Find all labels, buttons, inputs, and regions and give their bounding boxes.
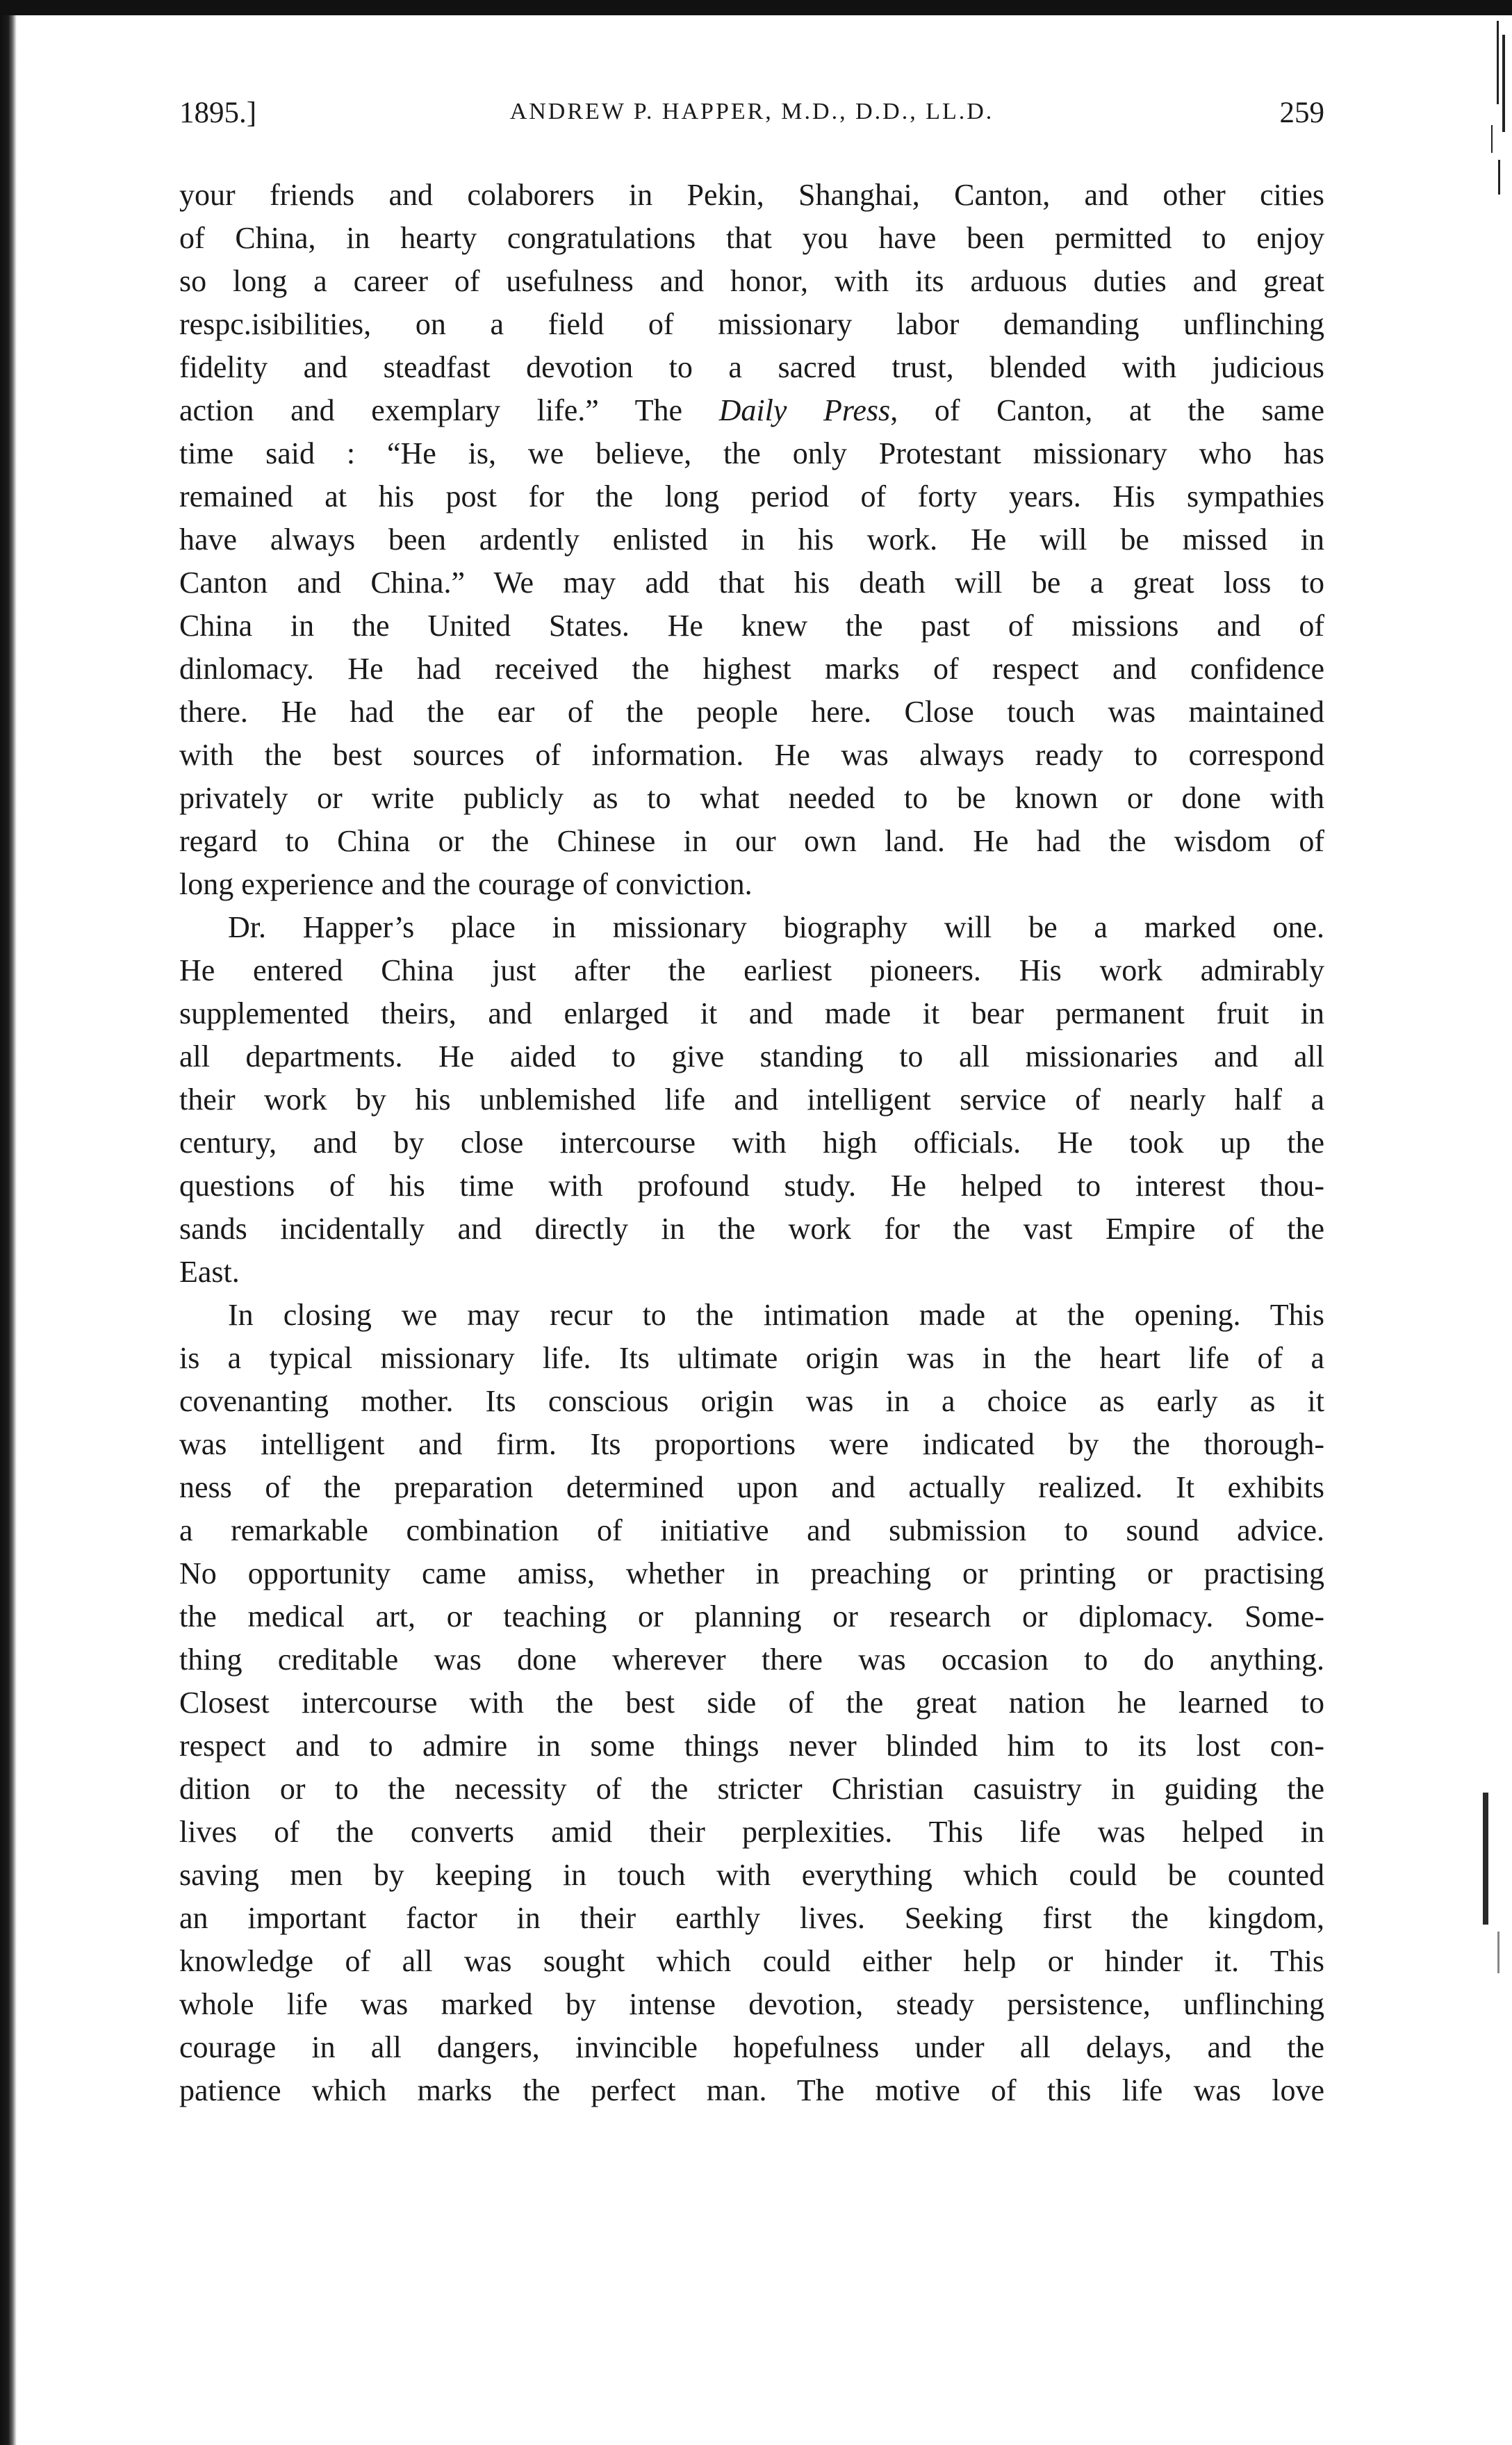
newspaper-title: Daily Press (718, 393, 891, 427)
text-line: remained at his post for the long period of forty years. His sympathies (179, 479, 1324, 513)
text-line: so long a career of usefulness and honor, with its arduous duties and great (179, 264, 1324, 298)
paragraph-start-line: Dr. Happer’s place in missionary biography will be a marked one. (228, 910, 1324, 944)
scan-right-mark (1483, 1793, 1488, 1925)
text-line: dinlomacy. He had received the highest marks of respect and confidence (179, 652, 1324, 686)
text-line: courage in all dangers, invincible hopefulness under all delays, and the (179, 2030, 1324, 2064)
text-line: with the best sources of information. He was always ready to correspond (179, 738, 1324, 772)
text-line: their work by his unblemished life and intelligent service of nearly half a (179, 1082, 1324, 1117)
running-header (179, 96, 1324, 138)
text-line: fidelity and steadfast devotion to a sacred trust, blended with judicious (179, 350, 1324, 384)
text-line: He entered China just after the earliest pioneers. His work admirably (179, 953, 1324, 987)
text-line: No opportunity came amiss, whether in preaching or printing or practising (179, 1556, 1324, 1590)
text-line: a remarkable combination of initiative and submission to sound advice. (179, 1513, 1324, 1547)
text-line: sands incidentally and directly in the work for the vast Empire of the (179, 1212, 1324, 1246)
header-title: ANDREW P. HAPPER, M.D., D.D., LL.D. (509, 99, 994, 124)
header-year: 1895.] (179, 97, 257, 129)
text-line: respc.isibilities, on a field of missionary labor demanding unflinching (179, 307, 1324, 341)
text-line: time said : “He is, we believe, the only Protestant missionary who has (179, 436, 1324, 470)
text-line: an important factor in their earthly lives. Seeking first the kingdom, (179, 1901, 1324, 1935)
text-line: was intelligent and firm. Its proportions were indicated by the thorough- (179, 1427, 1324, 1461)
text-line: questions of his time with profound study. He helped to interest thou- (179, 1169, 1324, 1203)
text-line: respect and to admire in some things never blinded him to its lost con- (179, 1729, 1324, 1763)
text-line: is a typical missionary life. Its ultimate origin was in the heart life of a (179, 1341, 1324, 1375)
text-line: dition or to the necessity of the stricter Christian casuistry in guiding the (179, 1772, 1324, 1806)
scan-left-edge (0, 15, 17, 2445)
text-line: the medical art, or teaching or planning or research or diplomacy. Some- (179, 1599, 1324, 1633)
text-line: lives of the converts amid their perplexities. This life was helped in (179, 1815, 1324, 1849)
text-line: Canton and China.” We may add that his death will be a great loss to (179, 566, 1324, 600)
text-line: knowledge of all was sought which could either help or hinder it. This (179, 1944, 1324, 1978)
paragraph-start-line: In closing we may recur to the intimation made at the opening. This (228, 1298, 1324, 1332)
text-line: covenanting mother. Its conscious origin was in a choice as early as it (179, 1384, 1324, 1418)
text-line: action and exemplary life.” The Daily Press, of Canton, at the same (179, 393, 1324, 427)
text-line: have always been ardently enlisted in his work. He will be missed in (179, 522, 1324, 557)
text-line: all departments. He aided to give standing to all missionaries and all (179, 1039, 1324, 1073)
text-line: whole life was marked by intense devotion, steady persistence, unflinching (179, 1987, 1324, 2021)
text-line: century, and by close intercourse with high officials. He took up the (179, 1126, 1324, 1160)
text-line: thing creditable was done wherever there was occasion to do anything. (179, 1643, 1324, 1677)
text-line: your friends and colaborers in Pekin, Shanghai, Canton, and other cities (179, 178, 1324, 212)
text-line: of China, in hearty congratulations that you have been permitted to enjoy (179, 221, 1324, 255)
text-line: China in the United States. He knew the past of missions and of (179, 609, 1324, 643)
paragraph-end-line: long experience and the courage of conviction. (179, 867, 753, 901)
scan-right-mark-small (1497, 1932, 1499, 1973)
text-line: regard to China or the Chinese in our own land. He had the wisdom of (179, 824, 1324, 858)
paragraph-end-line: East. (179, 1255, 240, 1289)
text-line: saving men by keeping in touch with everything which could be counted (179, 1858, 1324, 1892)
scan-right-specks (1477, 21, 1512, 201)
text-line: there. He had the ear of the people here. Close touch was maintained (179, 695, 1324, 729)
text-line: ness of the preparation determined upon and actually realized. It exhibits (179, 1470, 1324, 1504)
text-line: supplemented theirs, and enlarged it and made it bear permanent fruit in (179, 996, 1324, 1030)
text-line: patience which marks the perfect man. The motive of this life was love (179, 2073, 1324, 2107)
page-number: 259 (1279, 97, 1324, 129)
text-line: privately or write publicly as to what needed to be known or done with (179, 781, 1324, 815)
text-line: Closest intercourse with the best side of the great nation he learned to (179, 1686, 1324, 1720)
body-text (179, 174, 1324, 2112)
scan-top-border (0, 0, 1512, 15)
